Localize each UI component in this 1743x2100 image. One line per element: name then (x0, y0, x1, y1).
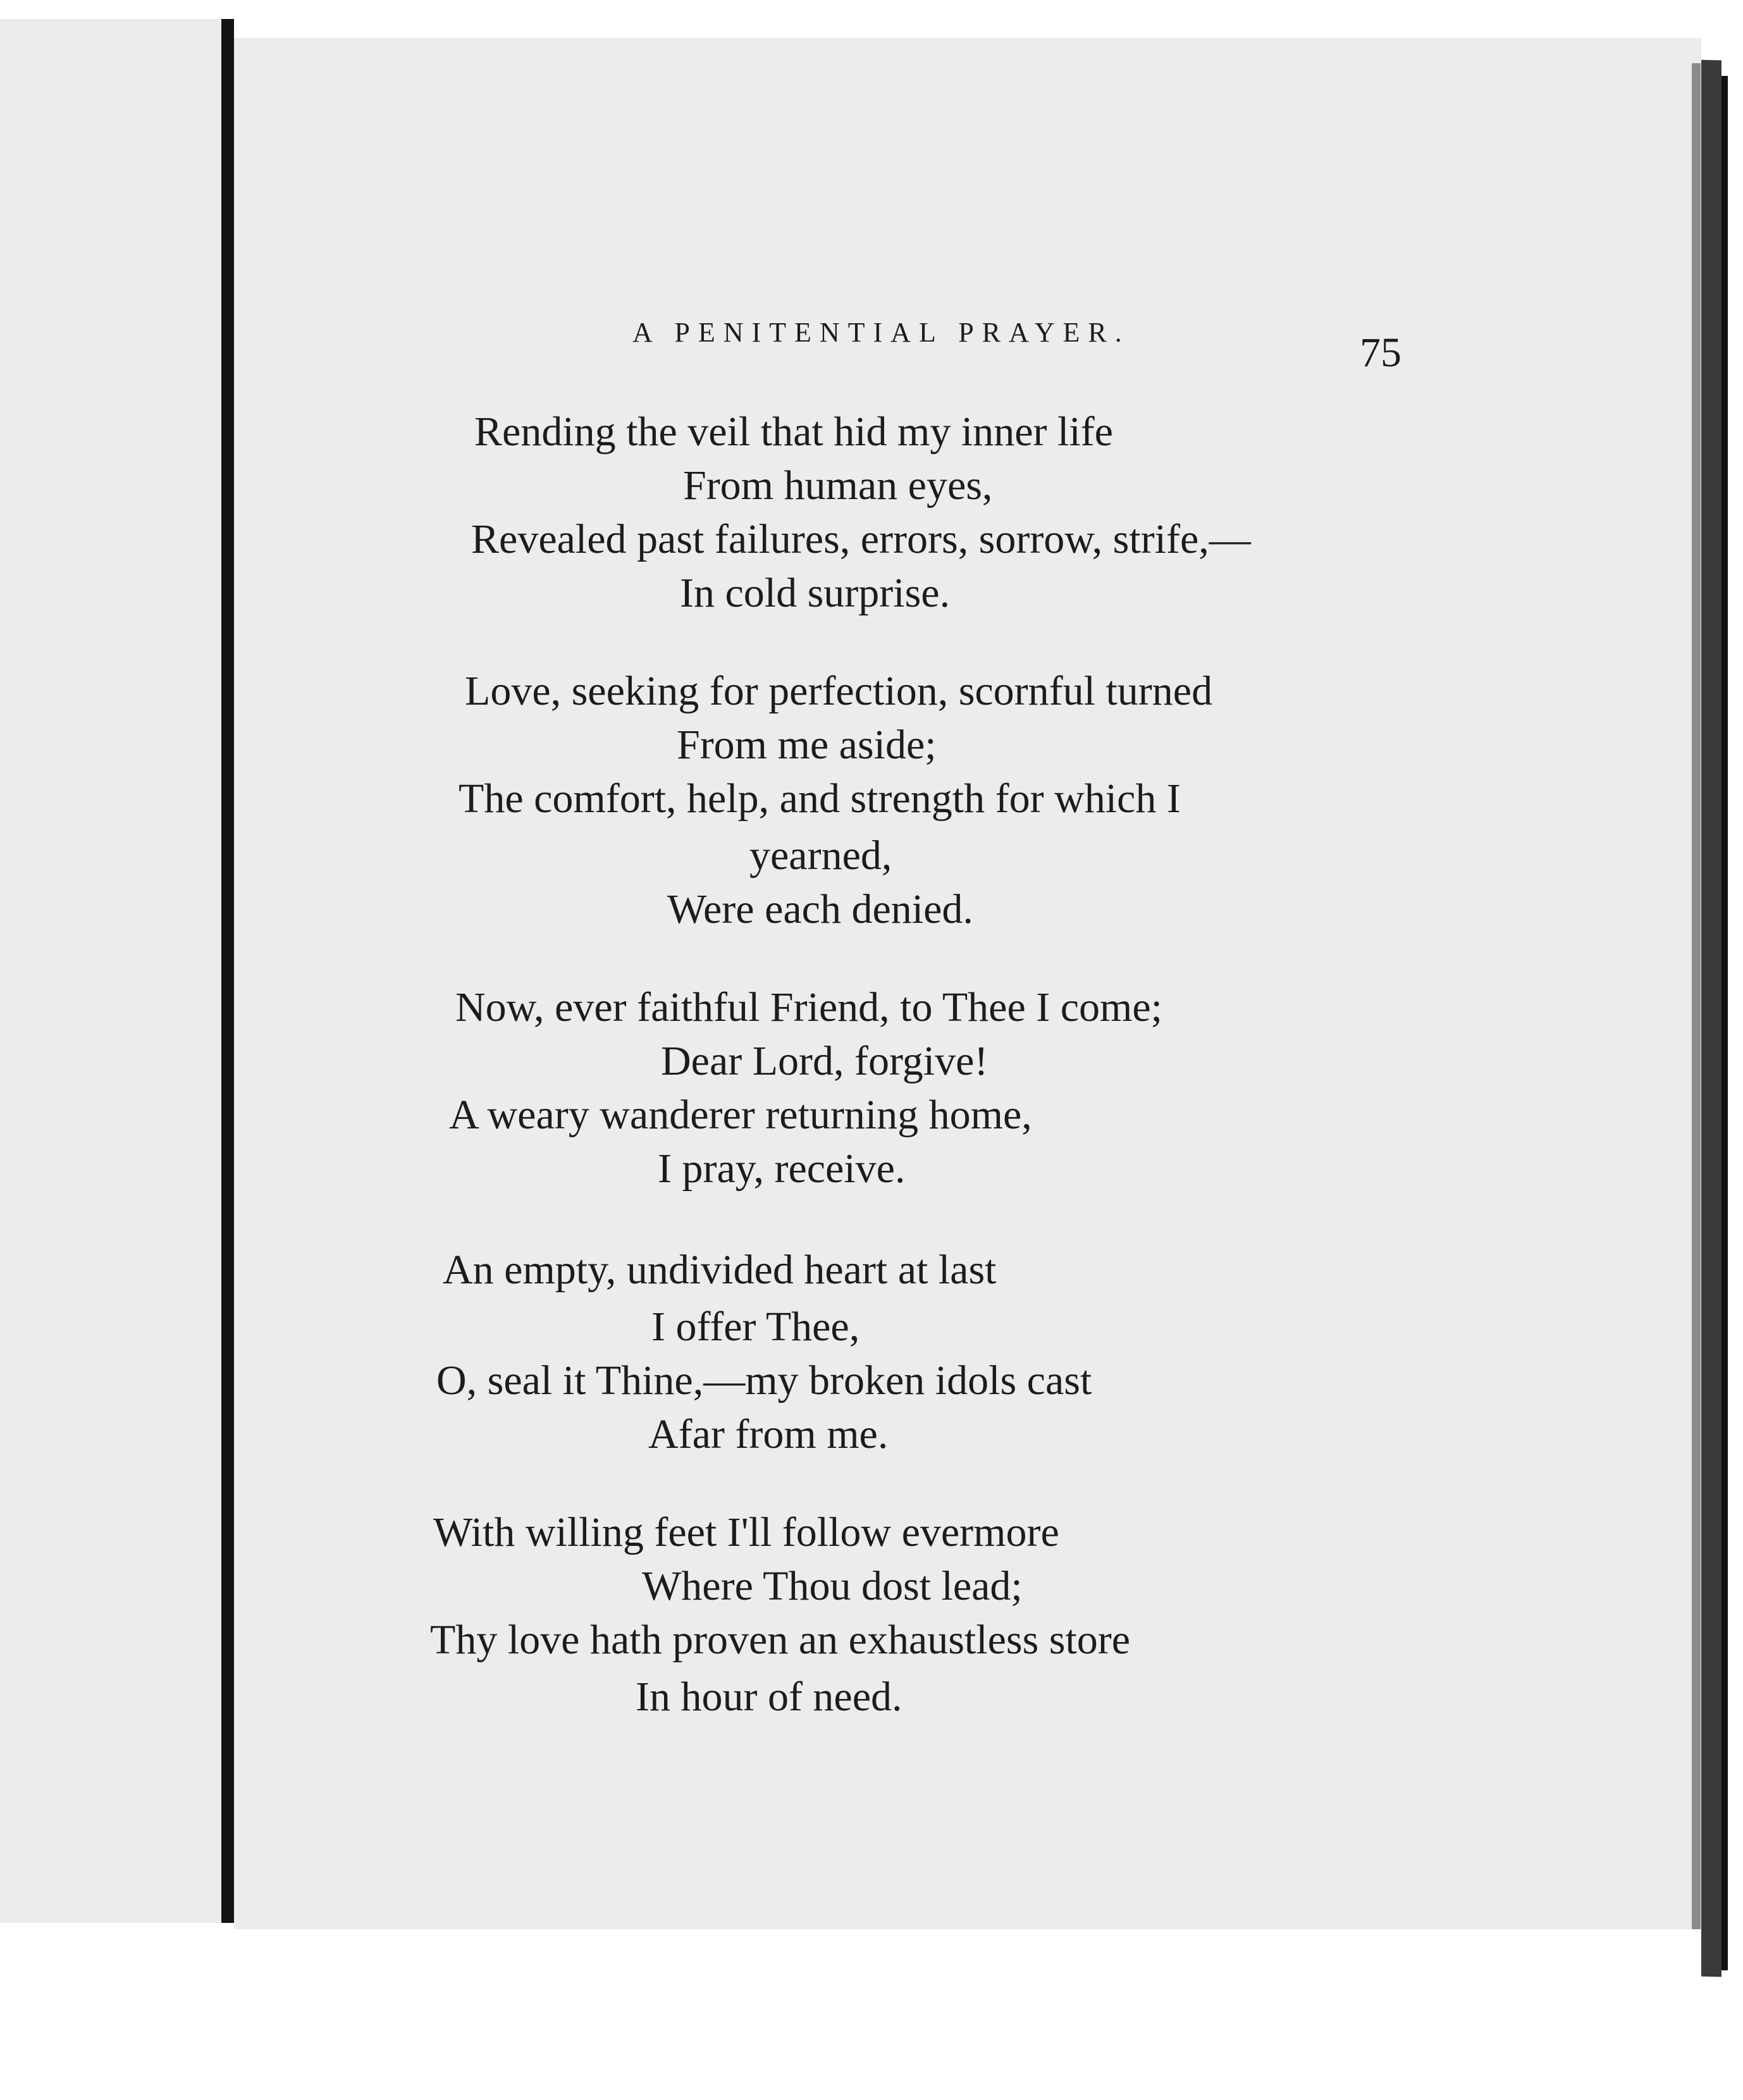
poem-line: The comfort, help, and strength for which I (459, 775, 1181, 822)
poem-line: Afar from me. (648, 1411, 889, 1457)
poem-line: Rending the veil that hid my inner life (474, 409, 1113, 455)
poem-line: With willing feet I'll follow evermore (433, 1509, 1059, 1555)
poem-line: From human eyes, (683, 462, 993, 509)
poem-line: A weary wanderer returning home, (449, 1092, 1032, 1138)
page-number: 75 (1360, 330, 1401, 376)
poem-line: An empty, undivided heart at last (443, 1247, 997, 1293)
poem-line: Were each denied. (667, 886, 973, 932)
poem-line: yearned, (749, 832, 892, 879)
poem-line: In cold surprise. (680, 570, 951, 616)
book-page-edges (1701, 60, 1721, 1977)
book-cover-edge (1721, 76, 1728, 1970)
left-page (0, 19, 221, 1923)
page-edge-light (1692, 63, 1701, 1929)
poem-line: Now, ever faithful Friend, to Thee I come; (455, 984, 1162, 1030)
poem-line: In hour of need. (636, 1674, 902, 1720)
poem-line: I pray, receive. (658, 1146, 906, 1192)
book-gutter (221, 19, 234, 1923)
poem-line: Revealed past failures, errors, sorrow, strife,— (471, 516, 1251, 562)
poem-line: I offer Thee, (651, 1304, 860, 1350)
poem-line: From me aside; (677, 722, 937, 768)
poem-line: Love, seeking for perfection, scornful turned (465, 668, 1213, 714)
poem-line: Dear Lord, forgive! (661, 1038, 989, 1084)
running-head: A PENITENTIAL PRAYER. (632, 317, 1130, 348)
poem-line: Where Thou dost lead; (642, 1563, 1023, 1609)
poem-line: Thy love hath proven an exhaustless store (430, 1617, 1131, 1663)
poem-line: O, seal it Thine,—my broken idols cast (436, 1357, 1092, 1404)
